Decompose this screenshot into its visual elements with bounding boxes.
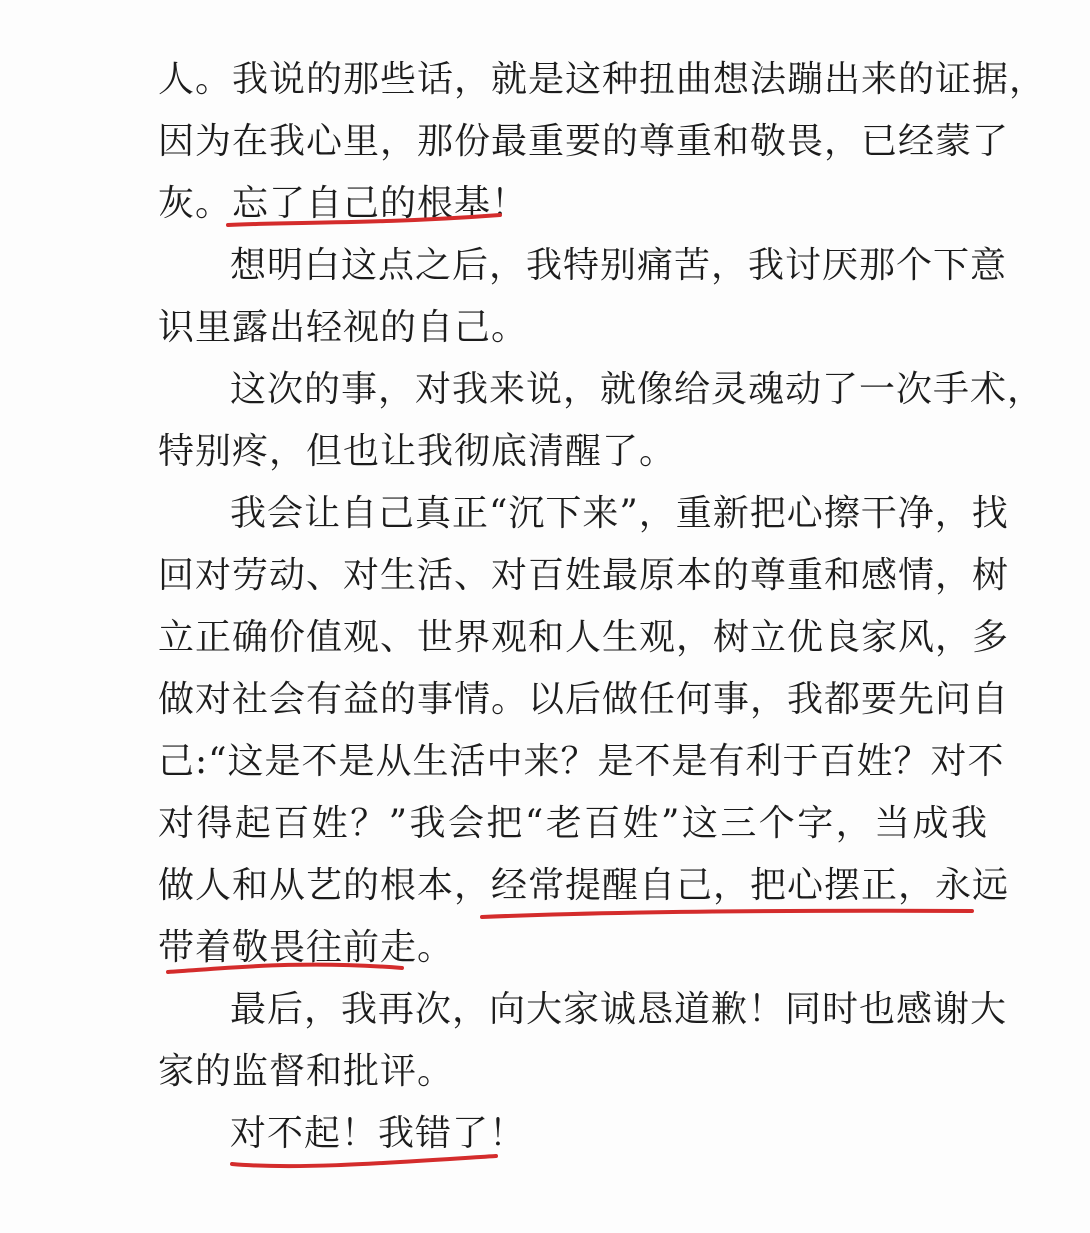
text-line-17: 家的监督和批评。: [158, 1051, 455, 1092]
text-line-5: 识里露出轻视的自己。: [158, 307, 529, 348]
text-line-9: 回对劳动、对生活、对百姓最原本的尊重和感情，树: [158, 555, 1010, 596]
text-line-14: 做人和从艺的根本，经常提醒自己，把心摆正，永远: [158, 865, 1010, 906]
text-line-16: 最后，我再次，向大家诚恳道歉！同时也感谢大: [230, 989, 1008, 1030]
text-line-13: 对得起百姓？”我会把“老百姓”这三个字，当成我: [158, 803, 988, 844]
text-line-8: 我会让自己真正“沉下来”，重新把心擦干净，找: [230, 493, 1009, 534]
text-line-18: 对不起！我错了！: [230, 1113, 527, 1154]
text-line-6: 这次的事，对我来说，就像给灵魂动了一次手术，: [230, 369, 1045, 410]
text-line-15: 带着敬畏往前走。: [158, 927, 455, 968]
text-line-12: 己:“这是不是从生活中来？是不是有利于百姓？对不: [158, 741, 1005, 782]
text-line-4: 想明白这点之后，我特别痛苦，我讨厌那个下意: [230, 245, 1008, 286]
text-line-2: 因为在我心里，那份最重要的尊重和敬畏，已经蒙了: [158, 121, 1010, 162]
text-line-1: 人。我说的那些话，就是这种扭曲想法蹦出来的证据，: [158, 59, 1047, 100]
text-line-10: 立正确价值观、世界观和人生观，树立优良家风，多: [158, 617, 1010, 658]
text-line-7: 特别疼，但也让我彻底清醒了。: [158, 431, 677, 472]
text-line-3: 灰。忘了自己的根基！: [158, 183, 529, 224]
text-line-11: 做对社会有益的事情。以后做任何事，我都要先问自: [158, 679, 1010, 720]
